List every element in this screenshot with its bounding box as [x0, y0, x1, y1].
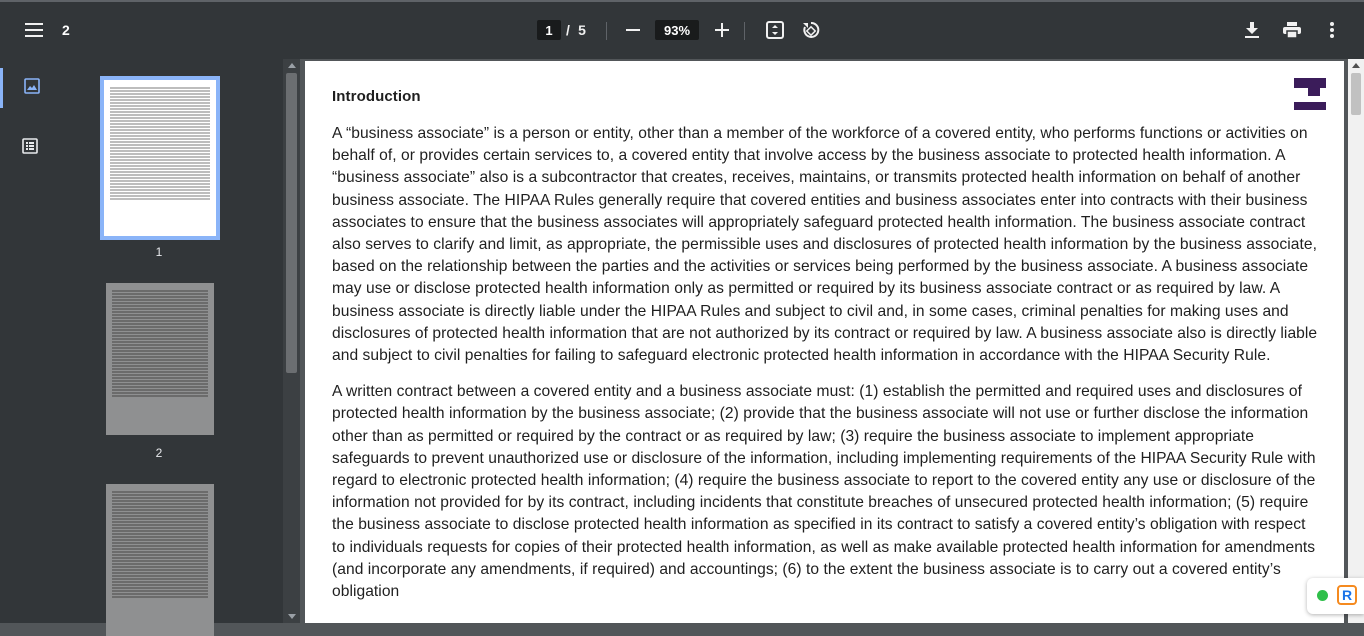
document-page — [305, 61, 1344, 623]
thumbnails-view-button[interactable] — [0, 68, 60, 108]
extension-badge[interactable]: R — [1337, 585, 1357, 605]
current-page-input[interactable]: 1 — [537, 20, 561, 40]
thumbnail-label-1: 1 — [155, 245, 163, 259]
hamburger-menu-icon[interactable] — [19, 15, 49, 45]
toolbar-divider — [606, 22, 607, 40]
scroll-down-icon[interactable] — [288, 614, 296, 619]
page-thumbnail-2[interactable] — [106, 283, 214, 435]
image-icon — [24, 78, 40, 99]
page-thumbnail-3[interactable] — [106, 484, 214, 636]
thumbnail-page-preview — [104, 80, 216, 236]
minus-icon[interactable] — [618, 15, 648, 45]
document-content — [332, 88, 1322, 617]
document-scroll-thumb[interactable] — [1351, 73, 1361, 115]
toolbar-divider — [744, 22, 745, 40]
print-icon[interactable] — [1277, 15, 1307, 45]
sidebar-scroll-thumb[interactable] — [286, 73, 297, 373]
thumbnail-sidebar — [0, 59, 283, 623]
scroll-up-icon[interactable] — [1352, 63, 1360, 68]
sidebar-scrollbar[interactable] — [283, 59, 300, 623]
download-icon[interactable] — [1237, 15, 1267, 45]
thumbnail-label-2: 2 — [155, 446, 163, 460]
more-vertical-icon[interactable] — [1317, 15, 1347, 45]
rotate-counterclockwise-icon[interactable] — [796, 15, 826, 45]
extension-widget[interactable] — [1307, 578, 1364, 614]
list-icon — [22, 138, 38, 159]
page-separator: / — [566, 22, 570, 38]
fit-to-page-icon[interactable] — [760, 15, 790, 45]
document-title: 2 — [62, 22, 70, 38]
pdf-toolbar — [0, 0, 1364, 59]
document-paragraph: A “business associate” is a person or entity, other than a member of the workforce of a covered entity, who performs functions or activities on behalf of, or provides certain services to, a covered entity that involve access by the business associate to protected health information. A “business associate” also is a subcontractor that creates, receives, maintains, or transmits protected health information on behalf of another business associate. The HIPAA Rules generally require that covered entities and business associates enter into contracts with their business associates to ensure that the business associates will appropriately safeguard protected health information. The business associate contract also serves to clarify and limit, as appropriate, the permissible uses and disclosures of protected health information by the business associate, based on the relationship between the parties and the activities or services being performed by the business associate. A business associate may use or disclose protected health information only as permitted or required by its business associate contract or as required by law. A business associate is directly liable under the HIPAA Rules and subject to civil and, in some cases, criminal penalties for making uses and disclosures of protected health information that are not authorized by its contract or required by law. A business associate also is directly liable and subject to civil penalties for failing to safeguard electronic protected health information in accordance with the HIPAA Security Rule. — [332, 125, 1318, 365]
zoom-level-input[interactable]: 93% — [655, 20, 699, 40]
document-paragraph: A written contract between a covered entity and a business associate must: (1) establish the permitted and required uses and disclosures of protected health information by the business associate; (2) provide that the business associate will not use or further disclose the information other than as permitted or required by the contract or as required by law; (3) require the business associate to implement appropriate safeguards to prevent unauthorized use or disclosure of the information, including implementing requirements of the HIPAA Security Rule with regard to electronic protected health information; (4) require the business associate to report to the covered entity any use or disclosure of the information not provided for by its contract, including incidents that constitute breaches of unsecured protected health information; (5) require the business associate to disclose protected health information as specified in its contract to satisfy a covered entity’s obligation with respect to individuals requests for copies of their protected health information, as well as make available protected health information for amendments (and incorporate any amendments, if required) and accountings; (6) to the extent the business associate is to carry out a covered entity’s obligation — [332, 383, 1316, 601]
document-scrollbar[interactable] — [1348, 59, 1364, 623]
status-dot-icon — [1317, 590, 1328, 601]
outline-view-button[interactable] — [0, 128, 60, 168]
page-thumbnail-1[interactable] — [100, 76, 220, 240]
plus-icon[interactable] — [707, 15, 737, 45]
scroll-up-icon[interactable] — [288, 63, 296, 68]
section-heading: Introduction — [332, 88, 421, 105]
total-pages: 5 — [578, 22, 586, 38]
